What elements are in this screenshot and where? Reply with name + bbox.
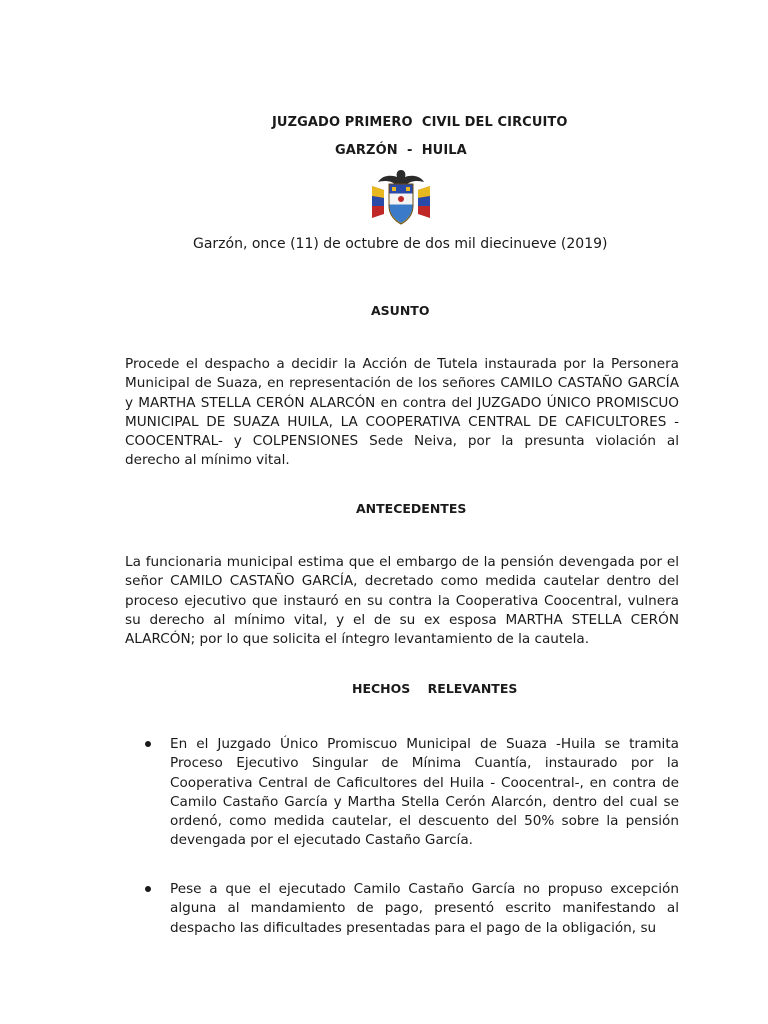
shield-pomegranate [392, 187, 396, 191]
condor-wings [378, 170, 424, 184]
right-flag-yellow [418, 186, 430, 198]
list-item-text: En el Juzgado Único Promiscuo Municipal de Suaza -Huila se tramita Proceso Ejecutivo Singular de Mínima Cuantía, instaurado por la Cooperativa Central de Caficultores del Huila - Coocentral-, en contra de Camilo Castaño García y Martha Stella Cerón Alarcón, dentro del cual se ordenó, como medida cautelar, el descuento del 50% sobre la pensión devengada por el ejecutado Castaño García. [170, 736, 679, 849]
list-item [170, 880, 679, 938]
list-item [170, 735, 679, 851]
coat-of-arms-graphic [368, 168, 434, 226]
bullet-icon [145, 741, 151, 747]
court-name: JUZGADO PRIMERO CIVIL DEL CIRCUITO [272, 115, 568, 130]
antecedentes-heading: ANTECEDENTES [356, 501, 467, 516]
left-flag-yellow [372, 186, 384, 198]
antecedentes-paragraph: La funcionaria municipal estima que el embargo de la pensión devengada por el señor CAMILO CASTAÑO GARCÍA, decretado como medida cautelar dentro del proceso ejecutivo que instauró en su contra la Cooperativa Coocentral, vulnera su derecho al mínimo vital, y el de su ex esposa MARTHA STELLA CERÓN ALARCÓN; por lo que solicita el íntegro levantamiento de la cautela. [125, 554, 679, 648]
list-item-text: Pese a que el ejecutado Camilo Castaño García no propuso excepción alguna al mandamiento de pago, presentó escrito manifestando al despacho las dificultades presentadas para el pago de la obligación, su [170, 881, 679, 936]
hechos-heading: HECHOS RELEVANTES [352, 681, 518, 696]
shield-cornucopia [406, 187, 410, 191]
bullet-icon [145, 886, 151, 892]
court-location: GARZÓN - HUILA [335, 143, 467, 158]
colombia-coat-of-arms-icon [368, 168, 434, 226]
document-date: Garzón, once (11) de octubre de dos mil diecinueve (2019) [193, 236, 608, 252]
shield-bottom-band [390, 205, 413, 224]
asunto-paragraph: Procede el despacho a decidir la Acción de Tutela instaurada por la Personera Municipal de Suaza, en representación de los señores CAMILO CASTAÑO GARCÍA y MARTHA STELLA CERÓN ALARCÓN en contra del JUZGADO ÚNICO PROMISCUO MUNICIPAL DE SUAZA HUILA, LA COOPERATIVA CENTRAL DE CAFICULTORES - COOCENTRAL- y COLPENSIONES Sede Neiva, por la presunta violación al derecho al mínimo vital. [125, 356, 679, 469]
asunto-heading: ASUNTO [371, 303, 430, 318]
shield-cap [398, 196, 404, 202]
